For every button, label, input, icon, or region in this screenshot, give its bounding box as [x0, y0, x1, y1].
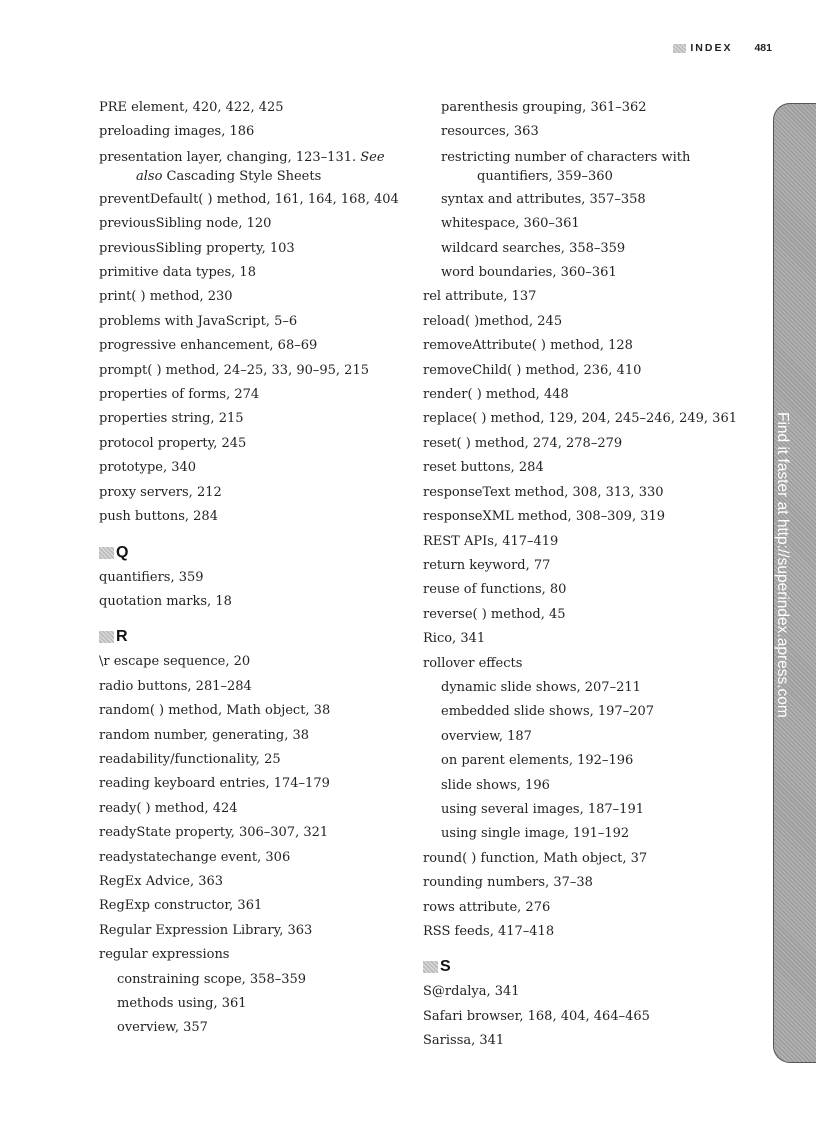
index-entry: REST APIs, 417–419	[423, 533, 559, 549]
index-entry: Rico, 341	[423, 631, 486, 647]
index-entry: preventDefault( ) method, 161, 164, 168, 404	[99, 191, 399, 207]
index-entry	[99, 145, 419, 188]
section-letter: S	[440, 958, 451, 976]
index-entry: round( ) function, Math object, 37	[423, 850, 648, 866]
index-entry: regular expressions	[99, 947, 230, 963]
index-subentry: overview, 357	[117, 1020, 208, 1036]
index-entry: push buttons, 284	[99, 509, 218, 525]
index-entry: previousSibling property, 103	[99, 240, 295, 256]
index-entry: primitive data types, 18	[99, 265, 256, 281]
continuation-text: Cascading Style Sheets	[166, 168, 322, 184]
index-subentry: constraining scope, 358–359	[117, 971, 307, 987]
index-subentry: on parent elements, 192–196	[441, 753, 634, 769]
section-marker-icon	[423, 961, 438, 973]
entry-continuation	[99, 167, 419, 186]
index-entry: RegEx Advice, 363	[99, 873, 224, 889]
index-entry: progressive enhancement, 68–69	[99, 338, 318, 354]
index-entry: responseXML method, 308–309, 319	[423, 509, 666, 525]
index-entry: properties of forms, 274	[99, 387, 260, 403]
see-reference-label: See	[360, 149, 385, 165]
index-entry: Sarissa, 341	[423, 1033, 505, 1049]
index-entry: reload( )method, 245	[423, 313, 563, 329]
index-subentry: methods using, 361	[117, 996, 247, 1011]
index-subentry: slide shows, 196	[441, 777, 550, 793]
running-head	[673, 42, 772, 54]
index-entry: random number, generating, 38	[99, 727, 310, 743]
index-entry: reverse( ) method, 45	[423, 606, 566, 622]
index-entry: preloading images, 186	[99, 124, 255, 140]
index-subentry	[423, 145, 738, 188]
entry-continuation	[441, 167, 738, 186]
index-entry: rows attribute, 276	[423, 899, 551, 915]
index-entry: PRE element, 420, 422, 425	[99, 100, 284, 115]
index-entry: render( ) method, 448	[423, 387, 569, 403]
index-entry: responseText method, 308, 313, 330	[423, 484, 664, 500]
section-heading	[99, 545, 419, 561]
index-entry: proxy servers, 212	[99, 484, 222, 500]
index-entry: quantifiers, 359	[99, 569, 204, 585]
index-entry: S@rdalya, 341	[423, 984, 520, 1000]
index-entry: RSS feeds, 417–418	[423, 924, 555, 939]
index-subentry: using several images, 187–191	[441, 801, 644, 817]
index-entry: ready( ) method, 424	[99, 800, 238, 816]
index-subentry: parenthesis grouping, 361–362	[441, 100, 647, 115]
index-entry: quotation marks, 18	[99, 593, 232, 609]
index-entry: rollover effects	[423, 655, 523, 671]
index-entry: reset buttons, 284	[423, 460, 544, 476]
index-entry: Regular Expression Library, 363	[99, 922, 313, 938]
see-also-label: also	[136, 168, 163, 184]
index-entry: prototype, 340	[99, 460, 197, 476]
index-entry: readystatechange event, 306	[99, 849, 291, 865]
index-entry: removeChild( ) method, 236, 410	[423, 362, 642, 378]
index-entry: \r escape sequence, 20	[99, 654, 251, 670]
continuation-text: quantifiers, 359–360	[477, 168, 613, 184]
index-column-right	[423, 96, 738, 1054]
index-entry: reuse of functions, 80	[423, 582, 567, 598]
index-subentry: resources, 363	[441, 124, 539, 140]
index-subentry: word boundaries, 360–361	[441, 265, 617, 281]
index-entry: readyState property, 306–307, 321	[99, 825, 329, 841]
index-entry: readability/functionality, 25	[99, 751, 281, 767]
index-subentry: syntax and attributes, 357–358	[441, 191, 646, 207]
index-entry: radio buttons, 281–284	[99, 678, 252, 694]
index-entry: replace( ) method, 129, 204, 245–246, 249, 361	[423, 411, 737, 427]
index-entry: removeAttribute( ) method, 128	[423, 338, 633, 354]
index-entry: rounding numbers, 37–38	[423, 875, 593, 891]
section-marker-icon	[673, 44, 686, 53]
index-entry: problems with JavaScript, 5–6	[99, 313, 298, 329]
index-entry: reading keyboard entries, 174–179	[99, 776, 330, 792]
index-entry: previousSibling node, 120	[99, 216, 272, 232]
section-heading	[423, 959, 738, 975]
index-entry: return keyword, 77	[423, 557, 551, 573]
thumb-tab-text: Find it faster at http://superindex.apress.com	[774, 412, 791, 718]
index-entry: properties string, 215	[99, 411, 244, 427]
index-subentry: overview, 187	[441, 728, 532, 744]
section-letter: Q	[116, 543, 129, 561]
index-entry: rel attribute, 137	[423, 289, 537, 305]
index-entry: random( ) method, Math object, 38	[99, 703, 331, 719]
index-entry: prompt( ) method, 24–25, 33, 90–95, 215	[99, 362, 369, 378]
section-marker-icon	[99, 631, 114, 643]
index-subentry: wildcard searches, 358–359	[441, 240, 626, 256]
index-subentry: dynamic slide shows, 207–211	[441, 679, 641, 695]
index-entry: Safari browser, 168, 404, 464–465	[423, 1008, 650, 1024]
page-number: 481	[754, 42, 772, 54]
index-subentry: using single image, 191–192	[441, 826, 630, 842]
index-subentry: whitespace, 360–361	[441, 216, 580, 232]
index-subentry: embedded slide shows, 197–207	[441, 704, 655, 720]
index-column-left	[99, 96, 419, 1041]
entry-text: restricting number of characters with	[441, 149, 691, 165]
running-head-label: INDEX	[690, 42, 733, 54]
index-entry: reset( ) method, 274, 278–279	[423, 435, 623, 451]
section-marker-icon	[99, 547, 114, 559]
index-entry: RegExp constructor, 361	[99, 898, 263, 914]
entry-text: presentation layer, changing, 123–131.	[99, 149, 357, 165]
section-heading	[99, 629, 419, 645]
index-entry: protocol property, 245	[99, 435, 247, 451]
index-entry: print( ) method, 230	[99, 289, 233, 305]
section-letter: R	[116, 628, 128, 646]
